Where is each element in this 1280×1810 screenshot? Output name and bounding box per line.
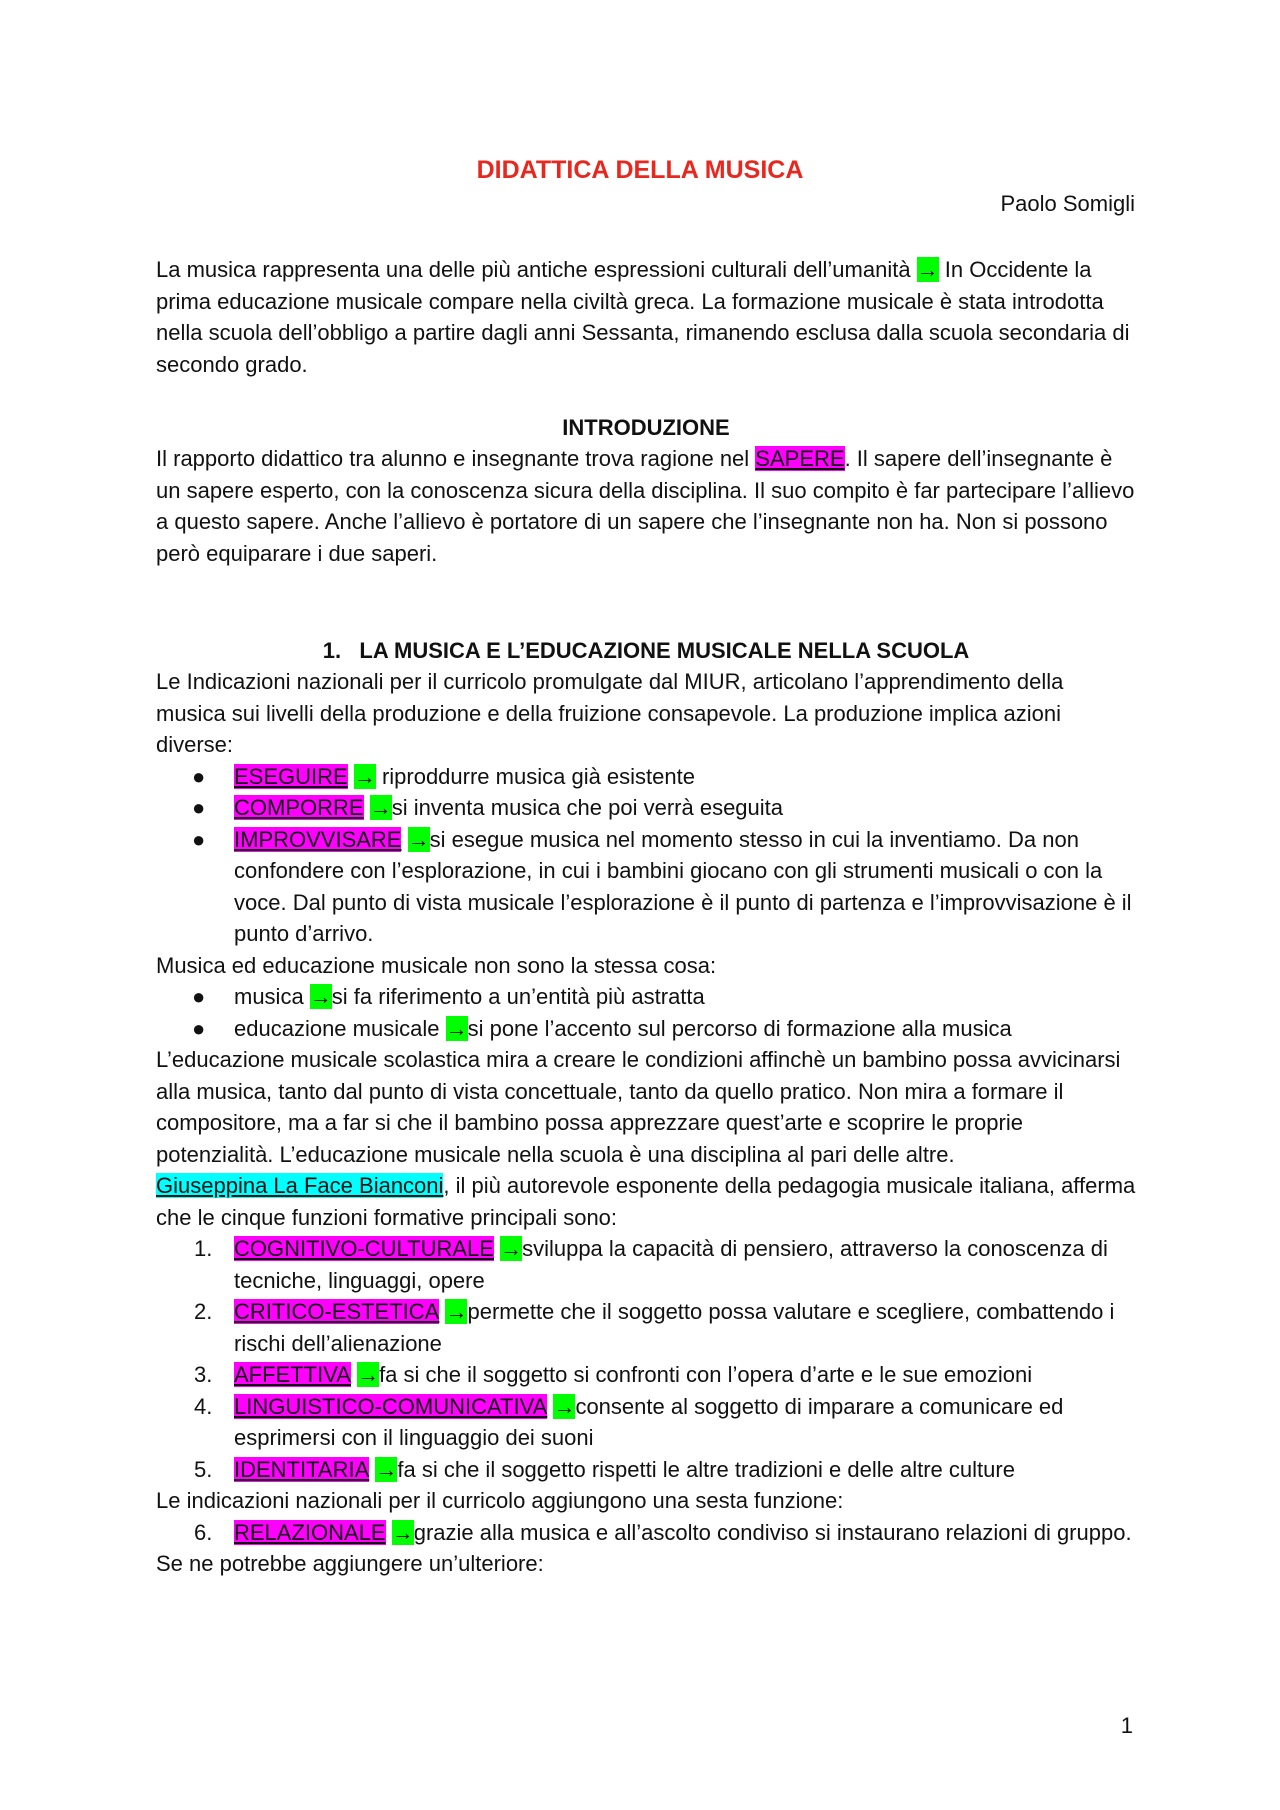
- highlight-term: COMPORRE: [234, 795, 364, 820]
- arrow-icon: →: [916, 257, 939, 282]
- highlight-term: RELAZIONALE: [234, 1519, 386, 1545]
- paragraph: Giuseppina La Face Bianconi, il più autorevole esponente della pedagogia musicale italiana, afferma che le cinque funzioni formative principali sono:: [156, 1173, 1136, 1230]
- arrow-icon: →: [445, 1015, 468, 1041]
- section-1-body: [156, 666, 1136, 1580]
- paragraph: L’educazione musicale scolastica mira a creare le condizioni affinchè un bambino possa avvicinarsi alla musica, tanto dal punto di vista concettuale, tanto da quello pratico. Non mira a formare il compositore, ma a far si che il bambino possa apprezzare quest’arte e scoprire le proprie potenzialità. L’educazione musicale nella scuola è una disciplina al pari delle altre.: [156, 1047, 1121, 1167]
- highlight-term: IMPROVVISARE: [234, 826, 402, 852]
- highlight-term: LINGUISTICO-COMUNICATIVA: [234, 1393, 548, 1419]
- list-item: ● educazione musicale →si pone l’accento sul percorso di formazione alla musica: [156, 1013, 1136, 1045]
- document-title: DIDATTICA DELLA MUSICA: [476, 156, 804, 184]
- paragraph: Musica ed educazione musicale non sono la stessa cosa:: [156, 952, 717, 978]
- list-item: 2. CRITICO-ESTETICA →permette che il soggetto possa valutare e scegliere, combattendo i rischi dell’alienazione: [194, 1299, 1115, 1356]
- bullet-icon: ●: [192, 826, 206, 852]
- highlight-term: AFFETTIVA: [234, 1362, 351, 1387]
- author-name: Paolo Somigli: [1000, 191, 1135, 216]
- highlight-term: CRITICO-ESTETICA: [234, 1299, 440, 1324]
- list-item: ● musica →si fa riferimento a un’entità più astratta: [156, 981, 1136, 1013]
- list-item: 4. LINGUISTICO-COMUNICATIVA →consente al soggetto di imparare a comunicare ed esprimersi con il linguaggio dei suoni: [194, 1393, 1064, 1450]
- section-1-heading: 1. LA MUSICA E L’EDUCAZIONE MUSICALE NELLA SCUOLA: [322, 638, 970, 663]
- arrow-icon: →: [391, 1519, 414, 1545]
- distinctions-list: [156, 981, 1136, 1044]
- functions-list: [156, 1233, 1136, 1485]
- highlight-term: SAPERE: [755, 446, 845, 471]
- intro-paragraph: La musica rappresenta una delle più antiche espressioni culturali dell’umanità → In Occidente la prima educazione musicale compare nella civiltà greca. La formazione musicale è stata introdotta nella scuola dell’obbligo a partire dagli anni Sessanta, rimanendo esclusa dalla scuola secondaria di secondo grado.: [156, 257, 1130, 377]
- arrow-icon: →: [357, 1362, 380, 1387]
- introduzione-heading: INTRODUZIONE: [562, 415, 730, 440]
- arrow-icon: →: [500, 1236, 523, 1261]
- actions-list: [156, 761, 1136, 950]
- list-item: 3. AFFETTIVA →fa si che il soggetto si confronti con l’opera d’arte e le sue emozioni: [194, 1362, 1033, 1387]
- arrow-icon: →: [407, 826, 430, 852]
- highlight-person: Giuseppina La Face Bianconi: [156, 1173, 444, 1198]
- arrow-icon: →: [375, 1456, 398, 1482]
- page-number: 1: [1120, 1713, 1133, 1738]
- bullet-icon: ●: [192, 984, 206, 1009]
- bullet-icon: ●: [192, 1015, 206, 1041]
- paragraph: Se ne potrebbe aggiungere un’ulteriore:: [156, 1551, 544, 1576]
- paragraph: Le indicazioni nazionali per il curricolo aggiungono una sesta funzione:: [156, 1488, 844, 1513]
- list-item: 5. IDENTITARIA →fa si che il soggetto rispetti le altre tradizioni e delle altre culture: [194, 1456, 1015, 1482]
- arrow-icon: →: [445, 1299, 468, 1324]
- paragraph: Le Indicazioni nazionali per il curricolo promulgate dal MIUR, articolano l’apprendimento della musica sui livelli della produzione e della fruizione consapevole. La produzione implica azioni diverse:: [156, 669, 1064, 757]
- bullet-icon: ●: [192, 763, 206, 789]
- sixth-function-list: [156, 1517, 1136, 1549]
- bullet-icon: ●: [192, 795, 206, 820]
- highlight-term: COGNITIVO-CULTURALE: [234, 1236, 494, 1261]
- highlight-term: IDENTITARIA: [234, 1456, 370, 1482]
- arrow-icon: →: [309, 984, 332, 1009]
- list-item: 6. RELAZIONALE →grazie alla musica e all’ascolto condiviso si instaurano relazioni di gruppo.: [194, 1519, 1132, 1545]
- arrow-icon: →: [353, 763, 376, 789]
- list-item: ● ESEGUIRE → riproddurre musica già esistente: [156, 761, 1136, 793]
- arrow-icon: →: [553, 1393, 576, 1419]
- highlight-term: ESEGUIRE: [234, 763, 348, 789]
- list-item: ● COMPORRE →si inventa musica che poi verrà eseguita: [156, 792, 1136, 824]
- list-item: ● IMPROVVISARE →si esegue musica nel momento stesso in cui la inventiamo. Da non confondere con l’esplorazione, in cui i bambini giocano con gli strumenti musicali o con la voce. Dal punto di vista musicale l’esplorazione è il punto di partenza e l’improvvisazione è il punto d’arrivo.: [156, 824, 1136, 950]
- list-item: 1. COGNITIVO-CULTURALE →sviluppa la capacità di pensiero, attraverso la conoscenza di tecniche, linguaggi, opere: [194, 1236, 1108, 1293]
- arrow-icon: →: [369, 795, 392, 820]
- introduzione-paragraph: Il rapporto didattico tra alunno e insegnante trova ragione nel SAPERE. Il sapere dell’insegnante è un sapere esperto, con la conoscenza sicura della disciplina. Il suo compito è far partecipare l’allievo a questo sapere. Anche l’allievo è portatore di un sapere che l’insegnante non ha. Non si possono però equiparare i due saperi.: [156, 446, 1135, 566]
